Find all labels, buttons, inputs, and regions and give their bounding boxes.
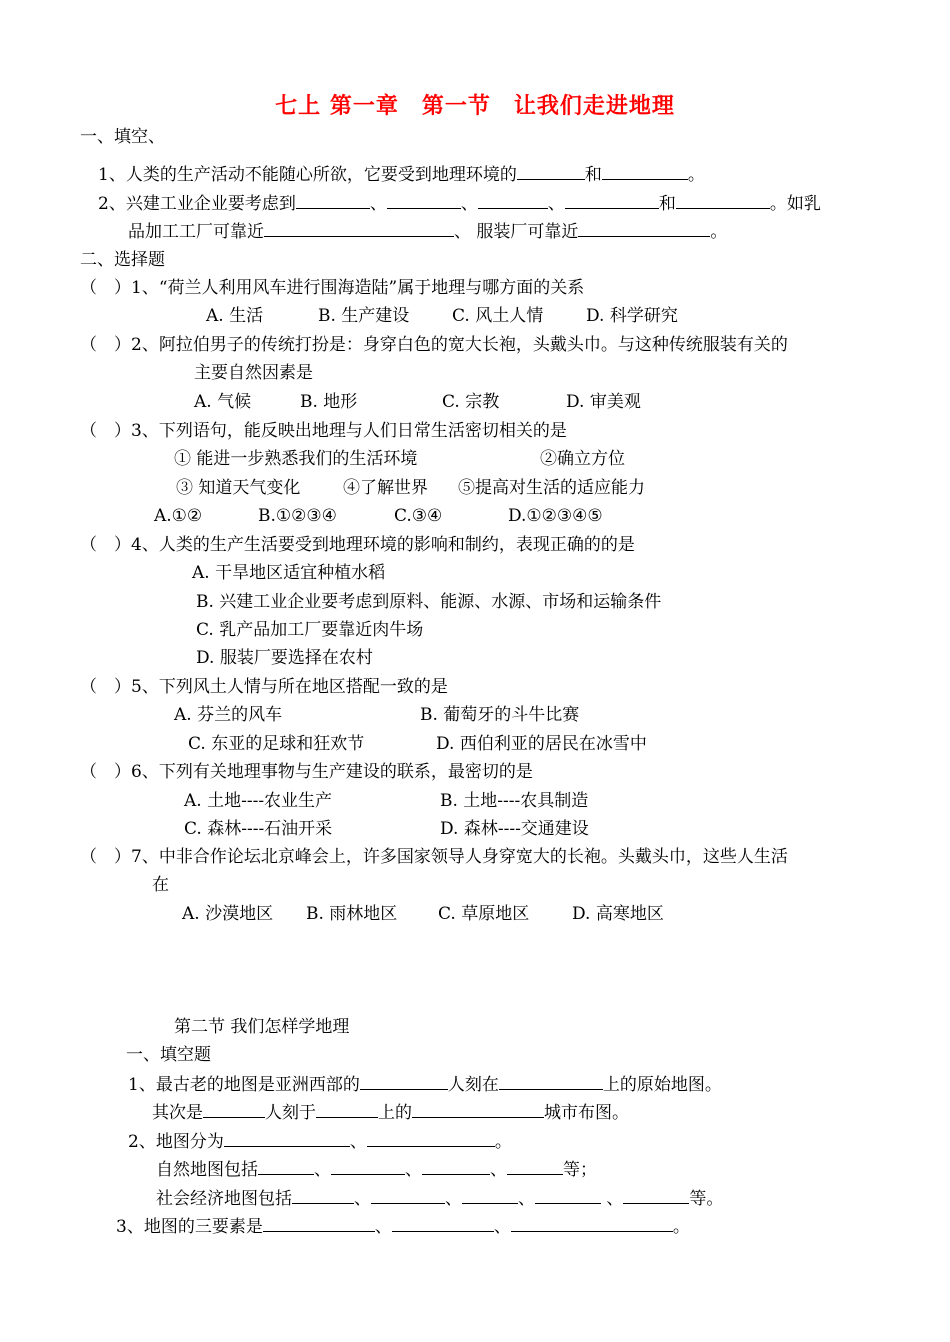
question-fill-2 bbox=[98, 192, 821, 214]
question-fill-1 bbox=[98, 163, 705, 185]
text: 、 bbox=[354, 1189, 371, 1209]
text: 其次是 bbox=[152, 1103, 203, 1123]
answer-blank[interactable] bbox=[623, 1187, 689, 1204]
question-stem-cont: 在 bbox=[152, 875, 169, 895]
option-d[interactable]: D.①②③④⑤ bbox=[508, 506, 603, 526]
text: 1、人类的生产活动不能随心所欲，它要受到地理环境的 bbox=[98, 165, 517, 185]
text: 、 bbox=[547, 194, 565, 214]
option-c[interactable]: C. 乳产品加工厂要靠近肉牛场 bbox=[196, 620, 424, 640]
answer-blank[interactable] bbox=[565, 192, 659, 209]
text: 1、最古老的地图是亚洲西部的 bbox=[128, 1075, 360, 1095]
answer-blank[interactable] bbox=[499, 1073, 603, 1090]
choice-question-2 bbox=[80, 334, 788, 356]
text: 和 bbox=[658, 194, 676, 214]
answer-blank[interactable] bbox=[263, 1215, 375, 1232]
option-b[interactable]: B. 土地----农具制造 bbox=[440, 791, 589, 811]
option-b[interactable]: B. 葡萄牙的斗牛比赛 bbox=[420, 705, 580, 725]
option-d[interactable]: D. 审美观 bbox=[566, 392, 641, 412]
text: 、 bbox=[314, 1160, 331, 1180]
answer-blank[interactable] bbox=[676, 192, 770, 209]
option-d[interactable]: D. 服装厂要选择在农村 bbox=[196, 648, 373, 668]
text: 人刻在 bbox=[447, 1075, 499, 1095]
option-b[interactable]: B.①②③④ bbox=[258, 506, 337, 526]
text: 和 bbox=[584, 165, 602, 185]
question-stem: 3、下列语句，能反映出地理与人们日常生活密切相关的是 bbox=[131, 421, 567, 441]
option-c[interactable]: C. 风土人情 bbox=[452, 306, 544, 326]
text: 城市布图。 bbox=[544, 1103, 629, 1123]
text: 、 bbox=[374, 1217, 392, 1237]
part2-question-2 bbox=[128, 1130, 512, 1152]
option-a[interactable]: A.①② bbox=[154, 506, 203, 526]
answer-blank[interactable] bbox=[535, 1187, 601, 1204]
choice-question-1 bbox=[80, 277, 584, 299]
text: 人刻于 bbox=[265, 1103, 316, 1123]
answer-blank[interactable] bbox=[478, 192, 548, 209]
answer-blank[interactable] bbox=[511, 1215, 673, 1232]
answer-paren[interactable]: （ ） bbox=[80, 847, 131, 867]
text: 。 bbox=[687, 165, 705, 185]
statement-1: ① 能进一步熟悉我们的生活环境 bbox=[174, 449, 418, 469]
answer-blank[interactable] bbox=[422, 1158, 490, 1175]
part2-question-1 bbox=[128, 1073, 722, 1095]
answer-blank[interactable] bbox=[203, 1101, 265, 1118]
text: 、 bbox=[445, 1189, 462, 1209]
text: 上的 bbox=[378, 1103, 412, 1123]
answer-paren[interactable]: （ ） bbox=[80, 335, 131, 355]
answer-paren[interactable]: （ ） bbox=[80, 762, 131, 782]
answer-blank[interactable] bbox=[258, 1158, 314, 1175]
question-stem: 7、中非合作论坛北京峰会上，许多国家领导人身穿宽大的长袍。头戴头巾，这些人生活 bbox=[131, 847, 788, 867]
text: 品加工工厂可靠近 bbox=[128, 222, 264, 242]
answer-blank[interactable] bbox=[578, 220, 710, 237]
section-title-part2: 第二节 我们怎样学地理 bbox=[174, 1017, 350, 1037]
option-a[interactable]: A. 生活 bbox=[206, 306, 264, 326]
text: 2、兴建工业企业要考虑到 bbox=[98, 194, 296, 214]
option-c[interactable]: C. 宗教 bbox=[442, 392, 500, 412]
answer-blank[interactable] bbox=[462, 1187, 518, 1204]
option-c[interactable]: C. 草原地区 bbox=[438, 904, 530, 924]
answer-paren[interactable]: （ ） bbox=[80, 677, 131, 697]
question-fill-2-line2 bbox=[128, 220, 727, 242]
answer-blank[interactable] bbox=[507, 1158, 563, 1175]
answer-blank[interactable] bbox=[360, 1073, 448, 1090]
option-d[interactable]: D. 森林----交通建设 bbox=[440, 819, 589, 839]
option-a[interactable]: A. 土地----农业生产 bbox=[184, 791, 333, 811]
option-b[interactable]: B. 生产建设 bbox=[318, 306, 410, 326]
answer-paren[interactable]: （ ） bbox=[80, 421, 131, 441]
text: 、 bbox=[493, 1217, 511, 1237]
question-stem: 1、“荷兰人利用风车进行围海造陆”属于地理与哪方面的关系 bbox=[131, 278, 585, 298]
answer-blank[interactable] bbox=[292, 1187, 354, 1204]
choice-question-5 bbox=[80, 676, 448, 698]
answer-paren[interactable]: （ ） bbox=[80, 535, 131, 555]
option-c[interactable]: C. 东亚的足球和狂欢节 bbox=[188, 734, 365, 754]
answer-paren[interactable]: （ ） bbox=[80, 278, 131, 298]
option-c[interactable]: C.③④ bbox=[394, 506, 443, 526]
text: 。如乳 bbox=[769, 194, 821, 214]
option-d[interactable]: D. 科学研究 bbox=[586, 306, 678, 326]
answer-blank[interactable] bbox=[367, 1130, 495, 1147]
answer-blank[interactable] bbox=[602, 163, 688, 180]
answer-blank[interactable] bbox=[296, 192, 370, 209]
text: 3、地图的三要素是 bbox=[116, 1217, 263, 1237]
text: 等； bbox=[563, 1160, 597, 1180]
part2-question-3 bbox=[116, 1215, 690, 1237]
choice-question-7 bbox=[80, 846, 788, 868]
question-stem: 5、下列风土人情与所在地区搭配一致的是 bbox=[131, 677, 448, 697]
question-stem: 2、阿拉伯男子的传统打扮是：身穿白色的宽大长袍，头戴头巾。与这种传统服装有关的 bbox=[131, 335, 788, 355]
text: 等。 bbox=[689, 1189, 724, 1209]
answer-blank[interactable] bbox=[264, 220, 454, 237]
answer-blank[interactable] bbox=[224, 1130, 350, 1147]
question-stem: 6、下列有关地理事物与生产建设的联系，最密切的是 bbox=[131, 762, 533, 782]
text: 社会经济地图包括 bbox=[156, 1189, 292, 1209]
choice-question-4 bbox=[80, 534, 635, 556]
text: 、 服装厂可靠近 bbox=[454, 222, 579, 242]
statement-3: ③ 知道天气变化 bbox=[176, 478, 301, 498]
option-b[interactable]: B. 雨林地区 bbox=[306, 904, 398, 924]
section-heading-choice: 二、选择题 bbox=[80, 250, 165, 270]
part2-question-2-social bbox=[156, 1187, 723, 1209]
answer-blank[interactable] bbox=[331, 1158, 405, 1175]
answer-blank[interactable] bbox=[316, 1101, 378, 1118]
option-a[interactable]: A. 气候 bbox=[194, 392, 252, 412]
text: 、 bbox=[601, 1189, 624, 1209]
part2-question-2-natural bbox=[156, 1158, 597, 1180]
choice-question-3 bbox=[80, 420, 567, 442]
statement-5: ⑤提高对生活的适应能力 bbox=[458, 478, 645, 498]
text: 上的原始地图。 bbox=[602, 1075, 722, 1095]
text: 2、地图分为 bbox=[128, 1132, 224, 1152]
section-heading-fill-blank: 一、填空、 bbox=[80, 127, 165, 147]
answer-blank[interactable] bbox=[371, 1187, 445, 1204]
option-a[interactable]: A. 芬兰的风车 bbox=[174, 705, 283, 725]
text: 、 bbox=[405, 1160, 422, 1180]
text: 。 bbox=[710, 222, 728, 242]
page-title: 七上 第一章 第一节 让我们走进地理 bbox=[275, 93, 675, 119]
option-b[interactable]: B. 地形 bbox=[300, 392, 358, 412]
answer-blank[interactable] bbox=[392, 1215, 494, 1232]
text: 、 bbox=[490, 1160, 507, 1180]
option-b[interactable]: B. 兴建工业企业要考虑到原料、能源、水源、市场和运输条件 bbox=[196, 592, 662, 612]
text: 。 bbox=[494, 1132, 512, 1152]
text: 自然地图包括 bbox=[156, 1160, 258, 1180]
option-d[interactable]: D. 高寒地区 bbox=[572, 904, 664, 924]
text: 。 bbox=[672, 1217, 690, 1237]
text: 、 bbox=[460, 194, 478, 214]
option-d[interactable]: D. 西伯利亚的居民在冰雪中 bbox=[436, 734, 647, 754]
option-a[interactable]: A. 干旱地区适宜种植水稻 bbox=[192, 563, 386, 583]
text: 、 bbox=[369, 194, 387, 214]
option-a[interactable]: A. 沙漠地区 bbox=[182, 904, 274, 924]
answer-blank[interactable] bbox=[387, 192, 461, 209]
text: 、 bbox=[349, 1132, 367, 1152]
text: 、 bbox=[518, 1189, 535, 1209]
question-stem: 4、人类的生产生活要受到地理环境的影响和制约，表现正确的的是 bbox=[131, 535, 635, 555]
answer-blank[interactable] bbox=[412, 1101, 544, 1118]
section-heading-fill-blank-2: 一、填空题 bbox=[126, 1045, 211, 1065]
part2-question-1-line2 bbox=[152, 1101, 629, 1123]
question-stem-cont: 主要自然因素是 bbox=[194, 363, 313, 383]
answer-blank[interactable] bbox=[517, 163, 585, 180]
choice-question-6 bbox=[80, 761, 533, 783]
statement-2: ②确立方位 bbox=[540, 449, 625, 469]
option-c[interactable]: C. 森林----石油开采 bbox=[184, 819, 333, 839]
statement-4: ④了解世界 bbox=[343, 478, 428, 498]
